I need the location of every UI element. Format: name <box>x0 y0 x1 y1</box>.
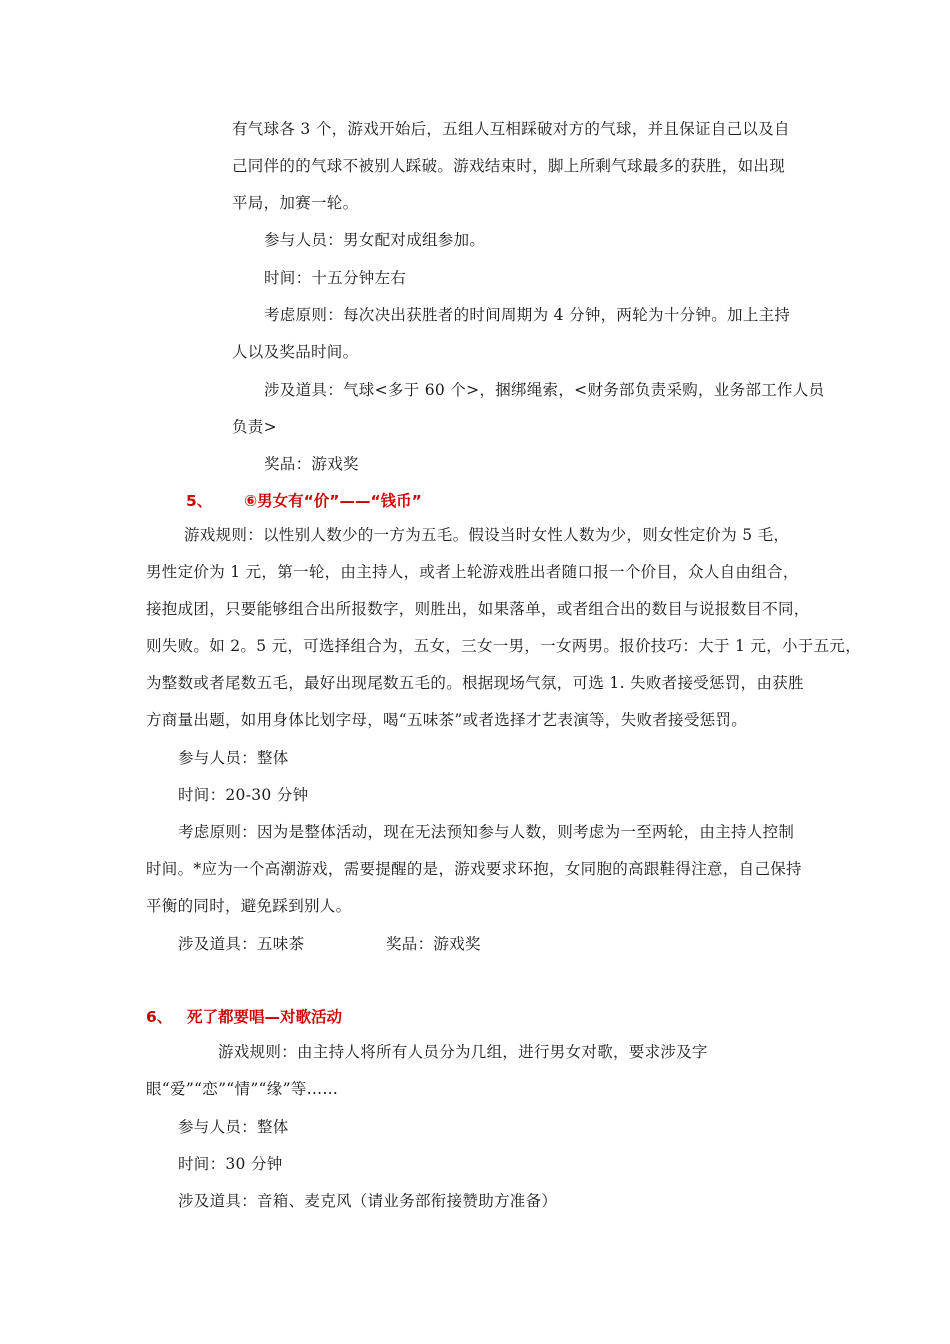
rules-line: 男性定价为 1 元，第一轮，由主持人，或者上轮游戏胜出者随口报一个价目，众人自由组合， <box>146 563 799 581</box>
rules-line: 有气球各 3 个，游戏开始后，五组人互相踩破对方的气球，并且保证自己以及自 <box>232 120 790 138</box>
prize-line: 奖品：游戏奖 <box>386 935 481 953</box>
props-line: 涉及道具：音箱、麦克风（请业务部衔接赞助方准备） <box>178 1192 558 1210</box>
principle-line: 平衡的同时，避免踩到别人。 <box>146 897 352 915</box>
principle-line: 时间。*应为一个高潮游戏，需要提醒的是，游戏要求环抱，女同胞的高跟鞋得注意，自己保持 <box>146 860 802 878</box>
rules-line: 方商量出题，如用身体比划字母，喝“五味茶”或者选择才艺表演等，失败者接受惩罚。 <box>146 711 748 729</box>
rules-line: 游戏规则：以性别人数少的一方为五毛。假设当时女性人数为少，则女性定价为 5 毛， <box>184 526 790 544</box>
time-line: 时间：十五分钟左右 <box>264 269 407 287</box>
rules-line: 平局，加赛一轮。 <box>232 194 359 212</box>
rules-line: 为整数或者尾数五毛，最好出现尾数五毛的。根据现场气氛，可选 1. 失败者接受惩罚，由获胜 <box>146 674 804 692</box>
props-line: 负责> <box>232 418 277 436</box>
section-5-number: 5、 <box>186 492 213 510</box>
props-line: 涉及道具：气球<多于 60 个>，捆绑绳索，<财务部负责采购，业务部工作人员 <box>264 381 825 399</box>
principle-line: 考虑原则：因为是整体活动，现在无法预知参与人数，则考虑为一至两轮，由主持人控制 <box>178 823 795 841</box>
time-line: 时间：30 分钟 <box>178 1155 283 1173</box>
rules-line: 眼“爱”“恋”“情”“缘”等…… <box>146 1080 339 1098</box>
rules-line: 接抱成团，只要能够组合出所报数字，则胜出，如果落单，或者组合出的数目与说报数目不同， <box>146 600 810 618</box>
rules-line: 游戏规则：由主持人将所有人员分为几组，进行男女对歌，要求涉及字 <box>218 1043 708 1061</box>
participants-line: 参与人员：整体 <box>178 1118 289 1136</box>
rules-line: 则失败。如 2。5 元，可选择组合为，五女，三女一男，一女两男。报价技巧：大于 1 元，小于五元， <box>146 637 861 655</box>
principle-line: 人以及奖品时间。 <box>232 343 359 361</box>
time-line: 时间：20-30 分钟 <box>178 786 309 804</box>
section-5-title: ⑥男女有“价”——“钱币” <box>244 492 422 510</box>
participants-line: 参与人员：男女配对成组参加。 <box>264 231 486 249</box>
participants-line: 参与人员：整体 <box>178 749 289 767</box>
prize-line: 奖品：游戏奖 <box>264 455 359 473</box>
props-line: 涉及道具：五味茶 <box>178 935 305 953</box>
section-6-title: 死了都要唱—对歌活动 <box>187 1008 343 1026</box>
section-6-number: 6、 <box>146 1008 173 1026</box>
principle-line: 考虑原则：每次决出获胜者的时间周期为 4 分钟，两轮为十分钟。加上主持 <box>264 306 791 324</box>
rules-line: 己同伴的的气球不被别人踩破。游戏结束时，脚上所剩气球最多的获胜，如出现 <box>232 157 786 175</box>
